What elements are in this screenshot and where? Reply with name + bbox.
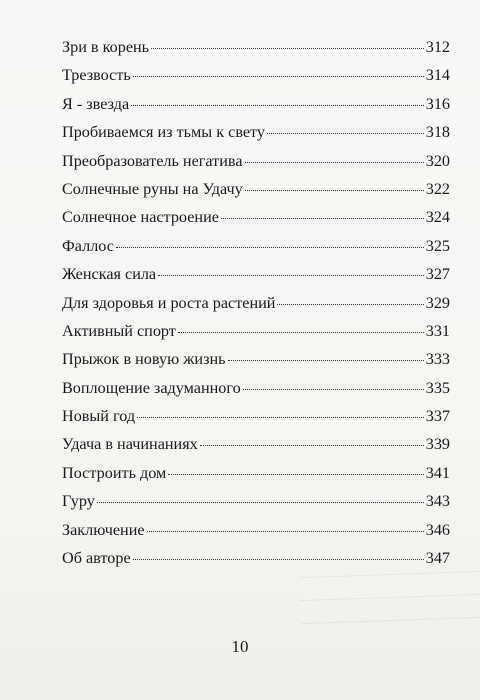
dot-leader (147, 531, 424, 532)
toc-entry-page-number: 318 (425, 123, 450, 142)
dot-leader (245, 190, 424, 191)
toc-entry-title: Гуру (62, 492, 95, 511)
toc-entry-title: Удача в начинаниях (62, 435, 198, 454)
toc-entry-title: Я - звезда (62, 94, 130, 113)
dot-leader (151, 48, 424, 49)
dot-leader (243, 389, 424, 390)
toc-entry-title: Для здоровья и роста растений (62, 293, 276, 312)
toc-entry[interactable] (62, 38, 450, 66)
dot-leader (158, 275, 424, 276)
toc-entry[interactable] (62, 521, 450, 549)
toc-entry-title: Построить дом (62, 463, 167, 482)
toc-entry-title: Об авторе (62, 549, 131, 568)
toc-entry-page-number: 331 (425, 321, 450, 340)
toc-entry-title: Солнечные руны на Удачу (62, 179, 243, 198)
dot-leader (221, 218, 424, 219)
toc-entry[interactable] (62, 95, 450, 123)
dot-leader (228, 360, 424, 361)
toc-entry[interactable] (62, 180, 450, 208)
toc-entry-title: Активный спорт (62, 321, 176, 340)
toc-entry[interactable] (62, 350, 450, 378)
dot-leader (200, 445, 424, 446)
toc-entry[interactable] (62, 549, 450, 577)
toc-entry-page-number: 343 (425, 492, 450, 511)
toc-entry[interactable] (62, 66, 450, 94)
toc-entry[interactable] (62, 464, 450, 492)
toc-entry[interactable] (62, 407, 450, 435)
toc-entry[interactable] (62, 492, 450, 520)
toc-entry[interactable] (62, 152, 450, 180)
dot-leader (116, 247, 424, 248)
dot-leader (97, 502, 424, 503)
toc-entry-title: Преобразователь негатива (62, 151, 243, 170)
toc-entry[interactable] (62, 265, 450, 293)
dot-leader (133, 559, 424, 560)
toc-entry[interactable] (62, 379, 450, 407)
toc-entry[interactable] (62, 208, 450, 236)
dot-leader (245, 162, 424, 163)
table-of-contents (62, 38, 450, 577)
toc-entry-page-number: 314 (425, 66, 450, 85)
toc-entry-title: Фаллос (62, 236, 114, 255)
toc-entry-page-number: 346 (425, 520, 450, 539)
dot-leader (267, 133, 424, 134)
toc-entry-page-number: 320 (425, 151, 450, 170)
toc-entry-page-number: 347 (425, 549, 450, 568)
toc-entry-title: Прыжок в новую жизнь (62, 350, 226, 369)
toc-entry-page-number: 341 (425, 463, 450, 482)
toc-entry[interactable] (62, 435, 450, 463)
toc-entry-page-number: 325 (425, 236, 450, 255)
toc-entry-title: Женская сила (62, 265, 157, 284)
toc-entry-page-number: 322 (425, 179, 450, 198)
toc-entry[interactable] (62, 322, 450, 350)
toc-entry-title: Зри в корень (62, 38, 150, 56)
toc-entry-page-number: 324 (425, 208, 450, 227)
toc-entry-title: Воплощение задуманного (62, 378, 241, 397)
toc-entry[interactable] (62, 294, 450, 322)
toc-entry-page-number: 312 (425, 38, 450, 56)
dot-leader (137, 417, 424, 418)
toc-entry-title: Трезвость (62, 66, 131, 85)
dot-leader (178, 332, 424, 333)
toc-entry-page-number: 329 (425, 293, 450, 312)
toc-entry-page-number: 337 (425, 407, 450, 426)
toc-entry[interactable] (62, 123, 450, 151)
toc-entry-page-number: 333 (425, 350, 450, 369)
toc-entry-title: Солнечное настроение (62, 208, 219, 227)
toc-entry-title: Заключение (62, 520, 145, 539)
dot-leader (131, 105, 424, 106)
toc-entry-page-number: 339 (425, 435, 450, 454)
toc-entry-page-number: 316 (425, 94, 450, 113)
toc-entry-page-number: 327 (425, 265, 450, 284)
page-number: 10 (231, 637, 249, 656)
toc-entry-title: Пробиваемся из тьмы к свету (62, 123, 266, 142)
dot-leader (133, 76, 424, 77)
dot-leader (277, 304, 423, 305)
toc-entry[interactable] (62, 237, 450, 265)
toc-entry-title: Новый год (62, 407, 136, 426)
toc-entry-page-number: 335 (425, 378, 450, 397)
dot-leader (168, 474, 423, 475)
